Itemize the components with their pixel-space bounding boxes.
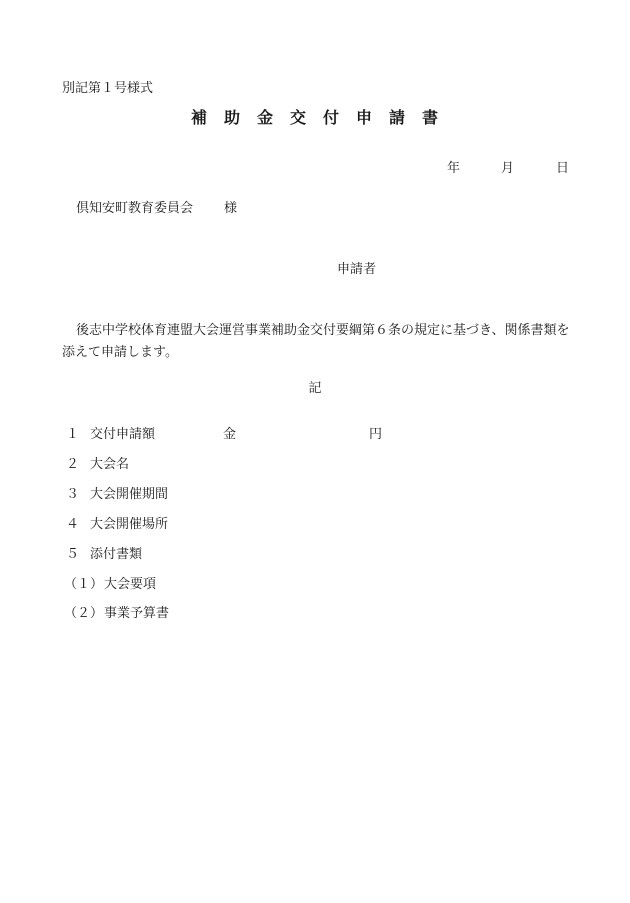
amount-suffix: 円 (369, 427, 383, 442)
item-number: １ (66, 427, 80, 442)
ki-heading: 記 (308, 381, 322, 396)
addressee-name: 倶知安町教育委員会 (76, 201, 194, 216)
item-number: ４ (66, 517, 80, 532)
item-number: ５ (66, 547, 80, 562)
item-label-tournament-period: 大会開催期間 (90, 487, 169, 502)
body-paragraph: 後志中学校体育連盟大会運営事業補助金交付要綱第６条の規定に基づき、関係書類を添えて申請します。 (62, 323, 570, 360)
item-label-requested-amount: 交付申請額 (90, 427, 156, 442)
addressee-honorific: 様 (224, 201, 238, 216)
sub-item-number: （２） (64, 606, 104, 621)
applicant-label: 申請者 (337, 262, 377, 277)
date-day-label: 日 (556, 161, 570, 176)
sub-item-number: （１） (64, 577, 104, 592)
date-month-label: 月 (501, 161, 515, 176)
date-year-label: 年 (447, 161, 461, 176)
item-label-tournament-venue: 大会開催場所 (90, 517, 169, 532)
document-title: 補助金交付申請書 (190, 108, 455, 127)
item-number: ２ (66, 457, 80, 472)
amount-prefix: 金 (223, 427, 237, 442)
sub-item-label-guidelines: 大会要項 (104, 577, 157, 592)
item-label-tournament-name: 大会名 (90, 457, 130, 472)
sub-item-label-budget: 事業予算書 (104, 606, 170, 621)
item-label-attachments: 添付書類 (90, 547, 143, 562)
item-number: ３ (66, 487, 80, 502)
form-number: 別記第１号様式 (62, 81, 154, 96)
